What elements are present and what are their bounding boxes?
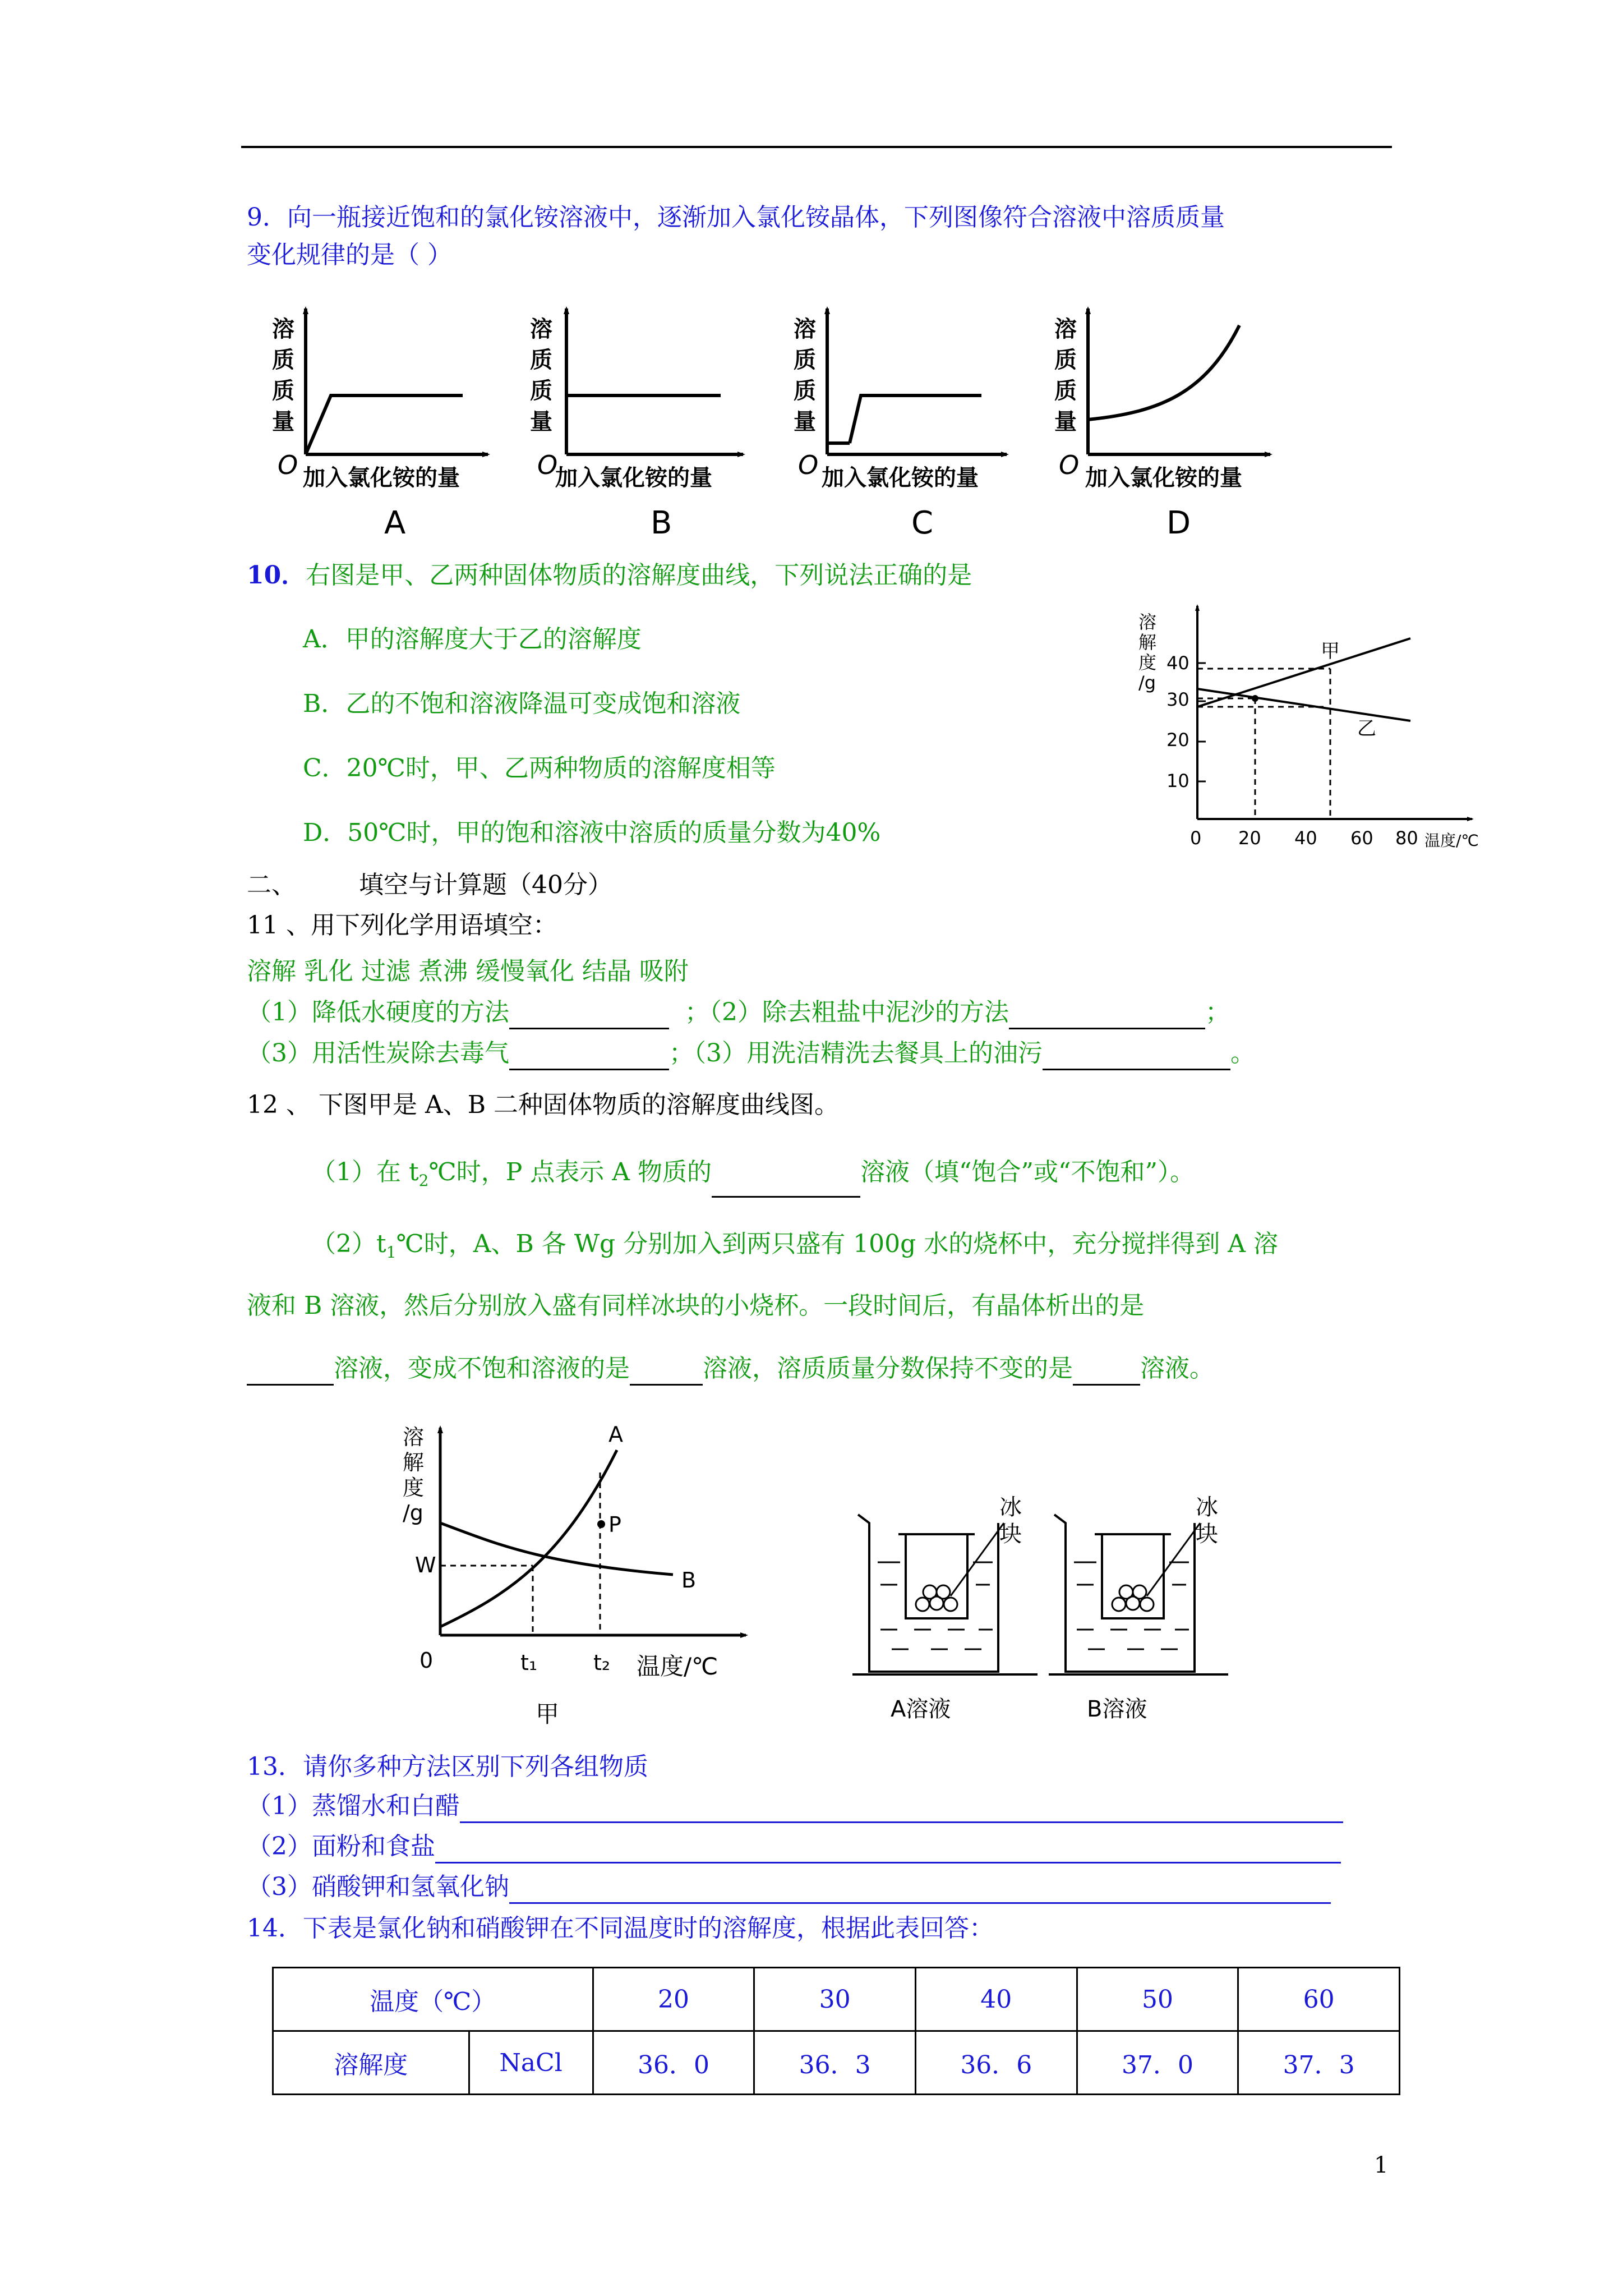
q12-curve-a [440,1450,617,1627]
q9c-xlabel: 加入氯化铵的量 [822,465,979,491]
q11-l1c: ； [1205,998,1230,1027]
q10-y2: 解 [1138,632,1157,653]
q9-option-b[interactable]: B [651,505,672,541]
q9-stem: 9．向一瓶接近饱和的氯化铵溶液中，逐渐加入氯化铵晶体，下列图像符合溶液中溶质质量 [247,203,1225,232]
q13-item-3-label: （3）硝酸钾和氢氧化钠 [247,1872,509,1901]
q12-p1 [311,1156,1195,1198]
q9a-y4: 量 [272,409,294,435]
q10-stem [247,559,972,592]
q11-blank-3[interactable] [509,1041,669,1070]
q11-blank-2[interactable] [1009,1000,1205,1029]
q9d-y2: 质 [1054,347,1077,373]
q12-y2: 解 [403,1450,425,1475]
q9d-y4: 量 [1054,409,1077,435]
q14-value-50: 37．0 [1077,2031,1238,2095]
q10-stem-text: 右图是甲、乙两种固体物质的溶解度曲线，下列说法正确的是 [306,561,972,590]
q11-l1b: ；（2）除去粗盐中泥沙的方法 [684,998,1009,1027]
q12-blank-2[interactable] [247,1356,334,1386]
q12-beaker-b [1049,1492,1239,1728]
q10-y1: 溶 [1138,611,1157,633]
q11-l2b: ；（3）用洗洁精洗去餐具上的油污 [669,1039,1043,1068]
q12-curve-b [440,1523,673,1575]
q12-xlabel: 温度/℃ [637,1653,718,1680]
q10-ytick-20: 20 [1166,729,1189,751]
q9b-origin: O [537,450,558,480]
q13-stem: 13．请你多种方法区别下列各组物质 [247,1752,648,1781]
q10-xtick-20: 20 [1238,827,1261,849]
q13-blank-3[interactable] [509,1874,1331,1904]
q10-xtick-80: 80 [1395,827,1418,849]
q14-value-60: 37．3 [1238,2031,1400,2095]
q10-ytick-40: 40 [1166,652,1189,674]
header-rule [241,146,1392,148]
q10-xtick-0: 0 [1190,827,1202,849]
q13-blank-2[interactable] [435,1834,1341,1864]
q12-beaker-a-ice-2: 块 [999,1521,1022,1547]
q9b-y3: 质 [530,378,552,404]
q9b-xlabel: 加入氯化铵的量 [555,465,712,491]
q14-temp-60: 60 [1238,1968,1400,2031]
q9-graph-c [794,309,1007,491]
q12-t2: t₂ [593,1650,611,1675]
q13-blank-1[interactable] [460,1793,1343,1823]
q11-line2 [247,1037,1255,1070]
q12-stem: 12 、 下图甲是 A、B 二种固体物质的溶解度曲线图。 [247,1091,840,1119]
q10-option-a[interactable]: A．甲的溶解度大于乙的溶解度 [303,625,642,654]
q9c-origin: O [798,450,819,480]
q9-option-d[interactable]: D [1166,505,1191,541]
q9c-y2: 质 [794,347,816,373]
q12-beaker-b-caption: B溶液 [1087,1696,1147,1722]
q9b-y1: 溶 [530,316,552,342]
q12-p1a: （1）在 t [311,1158,419,1186]
q12-label-p: P [608,1512,621,1537]
q14-temp-30: 30 [754,1968,916,2031]
q13-item-1 [247,1789,1343,1823]
q12-label-a: A [608,1422,623,1447]
q13-item-2-label: （2）面粉和食盐 [247,1832,435,1861]
q14-stem: 14．下表是氯化钠和硝酸钾在不同温度时的溶解度，根据此表回答： [247,1914,994,1943]
q10-option-b[interactable]: B．乙的不饱和溶液降温可变成饱和溶液 [303,689,741,718]
q9d-xlabel: 加入氯化铵的量 [1085,465,1242,491]
q10-label-jia: 甲 [1321,640,1340,662]
q9c-y1: 溶 [794,316,816,342]
q9-option-c[interactable]: C [911,505,934,541]
q9d-y3: 质 [1054,378,1077,404]
q12-beaker-b-ice-2: 块 [1196,1521,1218,1547]
q12-p2-sub: 1 [386,1243,396,1262]
q12-y3: 度 [403,1475,425,1500]
q14-header-label: 温度（℃） [273,1968,593,2031]
q11-stem: 11 、用下列化学用语填空： [247,911,557,940]
q14-temp-50: 50 [1077,1968,1238,2031]
q11-blank-4[interactable] [1043,1041,1230,1070]
q9c-y4: 量 [794,409,816,435]
q12-p4a: 溶液，变成不饱和溶液的是 [334,1354,630,1383]
q12-p3: 液和 B 溶液，然后分别放入盛有同样冰块的小烧杯。一段时间后，有晶体析出的是 [247,1291,1145,1320]
q12-label-b: B [681,1568,697,1593]
q12-p4b: 溶液，溶质质量分数保持不变的是 [703,1354,1073,1383]
q10-xtick-40: 40 [1294,827,1317,849]
q12-p2 [311,1227,1278,1269]
q12-point-p [597,1520,605,1528]
q12-caption: 甲 [536,1700,560,1728]
q9-stem-line2: 变化规律的是（ ） [247,241,452,269]
q12-p1-sub: 2 [418,1171,429,1190]
q14-value-30: 36．3 [754,2031,916,2095]
q9a-y3: 质 [272,378,294,404]
q12-blank-4[interactable] [1073,1356,1140,1386]
q10-label-yi: 乙 [1357,717,1376,740]
q12-y1: 溶 [403,1425,425,1450]
q10-y4: /g [1138,672,1156,693]
q12-blank-3[interactable] [630,1356,703,1386]
q13-item-2 [247,1830,1341,1864]
q9-graph-b [530,309,743,491]
q9c-y3: 质 [794,378,816,404]
q14-substance: NaCl [469,2031,593,2095]
q10-y3: 度 [1138,652,1157,673]
q9b-y4: 量 [530,409,552,435]
q12-p1c: 溶液（填“饱合”或“不饱和”）。 [860,1158,1195,1186]
q12-t1: t₁ [520,1650,538,1675]
q9d-y1: 溶 [1054,316,1077,342]
q9d-origin: O [1059,450,1080,480]
q9-graph-d [1054,309,1270,491]
q12-beaker-a-caption: A溶液 [891,1696,951,1722]
q9-option-a[interactable]: A [384,505,406,541]
q11-l2c: 。 [1230,1039,1255,1068]
q9a-xlabel: 加入氯化铵的量 [303,465,460,491]
q14-temp-40: 40 [915,1968,1077,2031]
table-row [273,1968,1400,2031]
q12-p4c: 溶液。 [1140,1354,1214,1383]
q9a-y2: 质 [272,347,294,373]
section2-number: 二、 [247,871,296,899]
q12-blank-1[interactable] [712,1168,860,1198]
section2-title: 填空与计算题（40分） [359,871,612,899]
q12-beaker-a-ice-1: 冰 [999,1494,1022,1520]
q12-w-label: W [415,1553,436,1577]
q12-beaker-a [852,1492,1043,1728]
q10-number: 10． [247,561,306,590]
q11-line1 [247,996,1230,1029]
q12-solubility-graph [393,1416,763,1731]
q10-ytick-10: 10 [1166,770,1189,792]
page-number: 1 [1374,2152,1389,2178]
q10-intersection-dot [1252,695,1258,702]
q10-xtick-60: 60 [1350,827,1373,849]
q10-solubility-graph [1127,595,1492,853]
q12-zero: 0 [419,1648,434,1673]
q9a-y1: 溶 [272,316,294,342]
q10-option-d[interactable]: D．50℃时，甲的饱和溶液中溶质的质量分数为40% [303,818,881,847]
q14-value-40: 36．6 [915,2031,1077,2095]
q10-curve-yi [1197,689,1410,721]
q12-p1b: ℃时，P 点表示 A 物质的 [428,1158,712,1186]
q10-curve-jia [1197,638,1410,707]
q13-item-3 [247,1870,1331,1904]
q9b-y2: 质 [530,347,552,373]
q12-y4: /g [403,1501,423,1525]
q13-item-1-label: （1）蒸馏水和白醋 [247,1792,460,1820]
q14-temp-20: 20 [593,1968,754,2031]
q11-words: 溶解 乳化 过滤 煮沸 缓慢氧化 结晶 吸附 [247,957,689,986]
q12-p4 [247,1352,1214,1386]
q10-option-c[interactable]: C．20℃时，甲、乙两种物质的溶解度相等 [303,754,776,783]
q12-p2b: ℃时，A、B 各 Wg 分别加入到两只盛有 100g 水的烧杯中，充分搅拌得到 A 溶 [396,1230,1279,1258]
q12-beaker-b-ice-1: 冰 [1196,1494,1218,1520]
q12-p2a: （2）t [311,1230,386,1258]
q9-graph-a [272,309,488,491]
q14-row-label: 溶解度 [273,2031,469,2095]
q11-l2a: （3）用活性炭除去毒气 [247,1039,509,1068]
q11-l1a: （1）降低水硬度的方法 [247,998,509,1027]
q14-solubility-table [272,1967,1400,2095]
q10-xlabel: 温度/℃ [1424,831,1479,850]
q11-blank-1[interactable] [509,1000,669,1029]
q14-value-20: 36．0 [593,2031,754,2095]
table-row [273,2031,1400,2095]
q9a-origin: O [278,450,298,480]
q10-ytick-30: 30 [1166,689,1189,710]
